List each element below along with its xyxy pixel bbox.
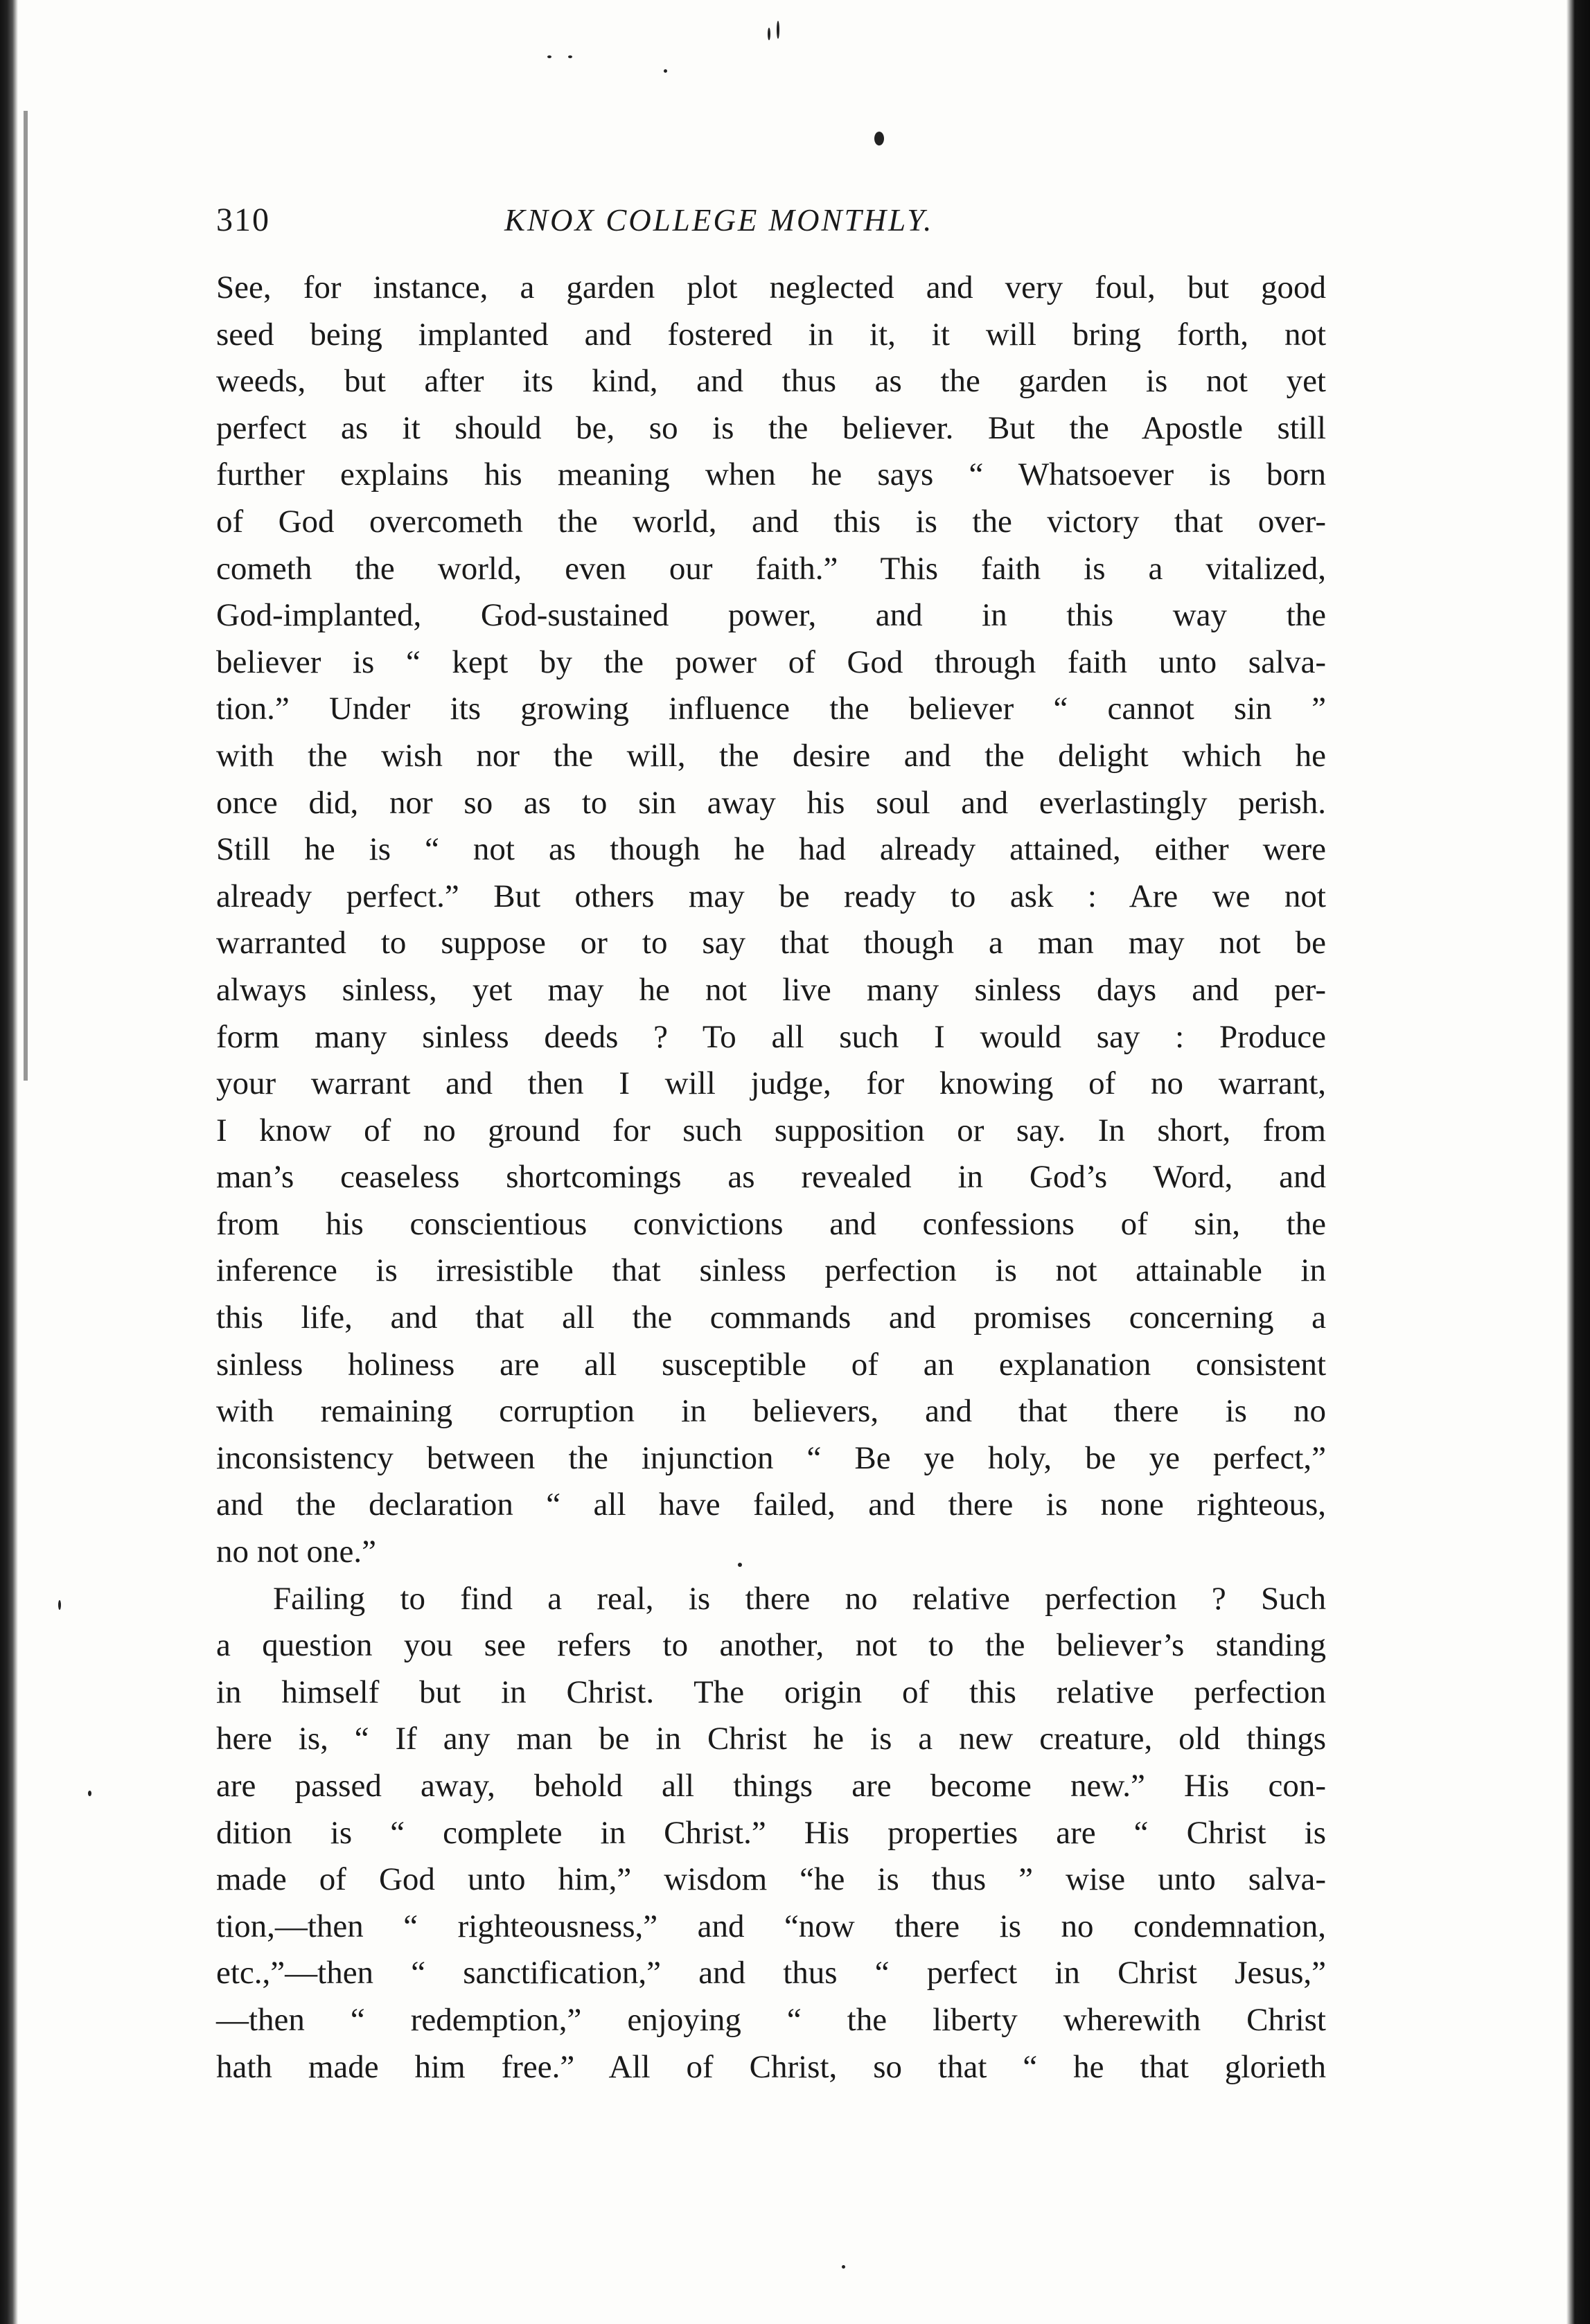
- text-line: your warrant and then I will judge, for knowing of no warrant,: [216, 1065, 1326, 1102]
- text-line: cometh the world, even our faith.” This faith is a vitalized,: [216, 550, 1326, 587]
- text-line: weeds, but after its kind, and thus as the garden is not yet: [216, 363, 1326, 400]
- text-line: and the declaration “ all have failed, and there is none righteous,: [216, 1487, 1326, 1523]
- paragraph-1: [216, 265, 1326, 1576]
- text-line: tion.” Under its growing influence the believer “ cannot sin ”: [216, 691, 1326, 727]
- text-line: God-implanted, God-sustained power, and in this way the: [216, 597, 1326, 634]
- text-line: tion,—then “ righteousness,” and “now there is no condemnation,: [216, 1908, 1326, 1944]
- text-line: from his conscientious convictions and confessions of sin, the: [216, 1205, 1326, 1242]
- text-line: inference is irresistible that sinless perfection is not attainable in: [216, 1252, 1326, 1289]
- text-line: already perfect.” But others may be ready to ask : Are we not: [216, 878, 1326, 914]
- text-line: seed being implanted and fostered in it, it will bring forth, not: [216, 316, 1326, 353]
- speck: [88, 1791, 91, 1796]
- text-line: in himself but in Christ. The origin of this relative perfection: [216, 1674, 1326, 1710]
- text-line: hath made him free.” All of Christ, so that “ he that glorieth: [216, 2048, 1326, 2085]
- speck: [664, 69, 667, 73]
- text-line: once did, nor so as to sin away his soul and everlastingly perish.: [216, 784, 1326, 821]
- text-line: —then “ redemption,” enjoying “ the liberty wherewith Christ: [216, 2001, 1326, 2038]
- text-line: Still he is “ not as though he had already attained, either were: [216, 831, 1326, 868]
- text-line: form many sinless deeds ? To all such I would say : Produce: [216, 1018, 1326, 1055]
- speck: [842, 2265, 845, 2269]
- text-line: perfect as it should be, so is the believer. But the Apostle still: [216, 409, 1326, 446]
- scan-edge-left: [0, 0, 18, 2324]
- text-line: warranted to suppose or to say that though a man may not be: [216, 925, 1326, 961]
- speck: [768, 28, 770, 40]
- text-line: inconsistency between the injunction “ Be ye holy, be ye perfect,”: [216, 1439, 1326, 1476]
- paragraph-2: [216, 1576, 1326, 2091]
- text-line: etc.,”—then “ sanctification,” and thus “ perfect in Christ Jesus,”: [216, 1955, 1326, 1992]
- text-line: believer is “ kept by the power of God through faith unto salva-: [216, 644, 1326, 680]
- text-line: dition is “ complete in Christ.” His properties are “ Christ is: [216, 1814, 1326, 1851]
- text-line: with remaining corruption in believers, and that there is no: [216, 1393, 1326, 1430]
- scan-edge-right: [1566, 0, 1590, 2324]
- text-line: further explains his meaning when he says “ Whatsoever is born: [216, 456, 1326, 493]
- page-header: [216, 193, 1339, 248]
- text-line: of God overcometh the world, and this is the victory that over-: [216, 503, 1326, 540]
- text-line: are passed away, behold all things are become new.” His con-: [216, 1768, 1326, 1804]
- page-number: 310: [216, 202, 270, 238]
- speck: [568, 55, 572, 58]
- text-line: I know of no ground for such supposition or say. In short, from: [216, 1112, 1326, 1148]
- speck: [547, 55, 551, 58]
- speck: [58, 1600, 61, 1610]
- text-line: man’s ceaseless shortcomings as revealed in God’s Word, and: [216, 1159, 1326, 1196]
- text-line: See, for instance, a garden plot neglected and very foul, but good: [216, 269, 1326, 305]
- text-line: with the wish nor the will, the desire and the delight which he: [216, 737, 1326, 774]
- text-line: this life, and that all the commands and promises concerning a: [216, 1300, 1326, 1336]
- speck: [874, 132, 884, 145]
- text-line: a question you see refers to another, not to the believer’s standing: [216, 1627, 1326, 1664]
- body-text: [216, 265, 1326, 2091]
- text-line: here is, “ If any man be in Christ he is a new creature, old things: [216, 1721, 1326, 1757]
- speck: [777, 21, 779, 39]
- scan-edge-left-line: [24, 111, 28, 1081]
- text-line: made of God unto him,” wisdom “he is thus ” wise unto salva-: [216, 1861, 1326, 1898]
- text-line: no not one.”: [216, 1534, 377, 1570]
- text-line: always sinless, yet may he not live many sinless days and per-: [216, 971, 1326, 1008]
- text-line: Failing to find a real, is there no relative perfection ? Such: [273, 1580, 1326, 1617]
- running-head: KNOX COLLEGE MONTHLY.: [504, 203, 934, 238]
- text-line: sinless holiness are all susceptible of an explanation consistent: [216, 1346, 1326, 1383]
